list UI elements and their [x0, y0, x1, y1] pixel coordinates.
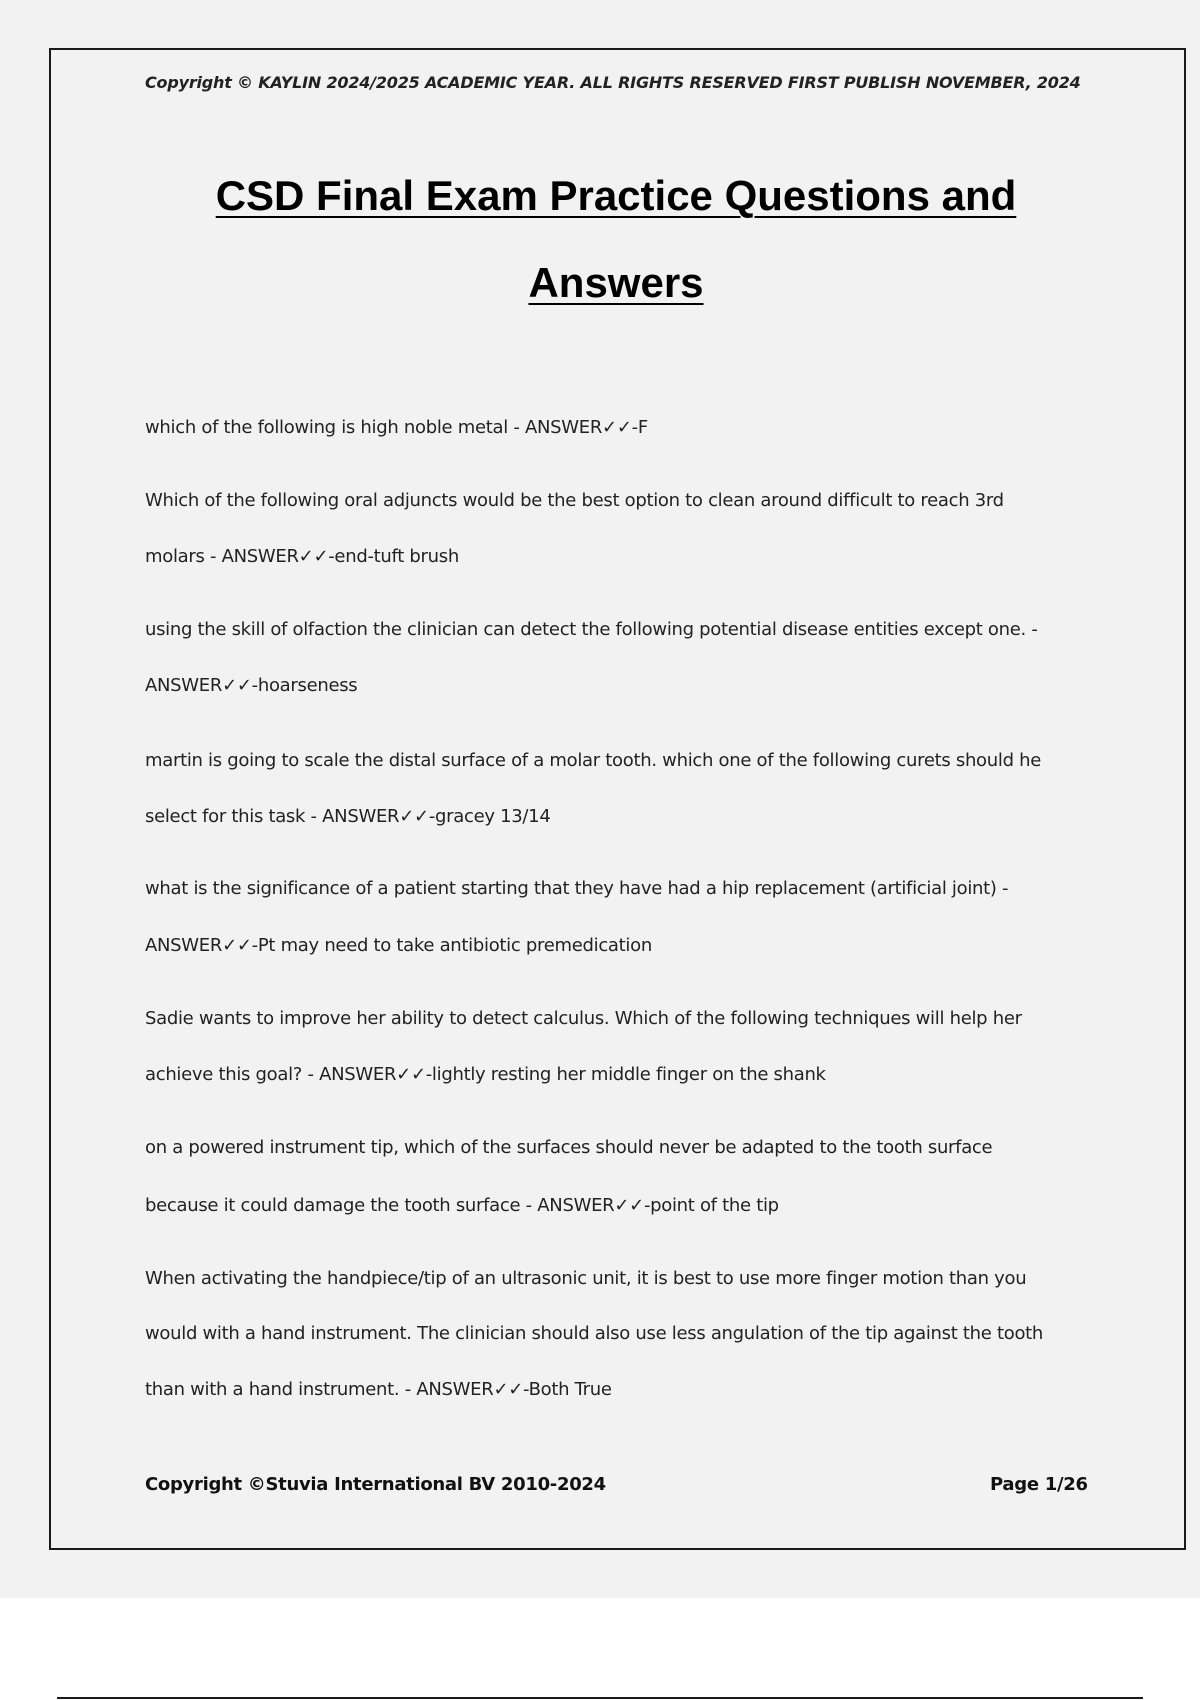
qa-line-12: on a powered instrument tip, which of the surfaces should never be adapted to the tooth surface [145, 1137, 993, 1158]
qa-line-4: using the skill of olfaction the clinician can detect the following potential disease entities except one. - [145, 619, 1038, 640]
document-title-line-1: CSD Final Exam Practice Questions and [215, 172, 1017, 219]
qa-line-3: molars - ANSWER✓✓-end-tuft brush [145, 546, 459, 567]
footer-page-number: Page 1/26 [990, 1474, 1088, 1495]
qa-line-14: When activating the handpiece/tip of an ultrasonic unit, it is best to use more finger motion than you [145, 1268, 1027, 1289]
qa-line-15: would with a hand instrument. The clinician should also use less angulation of the tip against the tooth [145, 1323, 1044, 1344]
qa-line-16: than with a hand instrument. - ANSWER✓✓-Both True [145, 1379, 612, 1400]
qa-line-10: Sadie wants to improve her ability to detect calculus. Which of the following techniques will help her [145, 1008, 1022, 1029]
footer-copyright: Copyright ©Stuvia International BV 2010-2024 [145, 1474, 606, 1495]
qa-line-2: Which of the following oral adjuncts would be the best option to clean around difficult to reach 3rd [145, 490, 1004, 511]
qa-line-5: ANSWER✓✓-hoarseness [145, 675, 358, 696]
qa-line-7: select for this task - ANSWER✓✓-gracey 13/14 [145, 806, 551, 827]
qa-line-9: ANSWER✓✓-Pt may need to take antibiotic premedication [145, 935, 652, 956]
qa-line-6: martin is going to scale the distal surface of a molar tooth. which one of the following curets should he [145, 750, 1042, 771]
qa-line-8: what is the significance of a patient starting that they have had a hip replacement (artificial joint) - [145, 878, 1009, 899]
qa-line-13: because it could damage the tooth surface - ANSWER✓✓-point of the tip [145, 1195, 779, 1216]
qa-line-11: achieve this goal? - ANSWER✓✓-lightly resting her middle finger on the shank [145, 1064, 826, 1085]
qa-line-1: which of the following is high noble metal - ANSWER✓✓-F [145, 417, 648, 438]
document-title-line-2: Answers [528, 259, 704, 306]
next-page-divider [57, 1697, 1143, 1699]
header-copyright: Copyright © KAYLIN 2024/2025 ACADEMIC YEAR. ALL RIGHTS RESERVED FIRST PUBLISH NOVEMBER, 2024 [145, 73, 1081, 92]
